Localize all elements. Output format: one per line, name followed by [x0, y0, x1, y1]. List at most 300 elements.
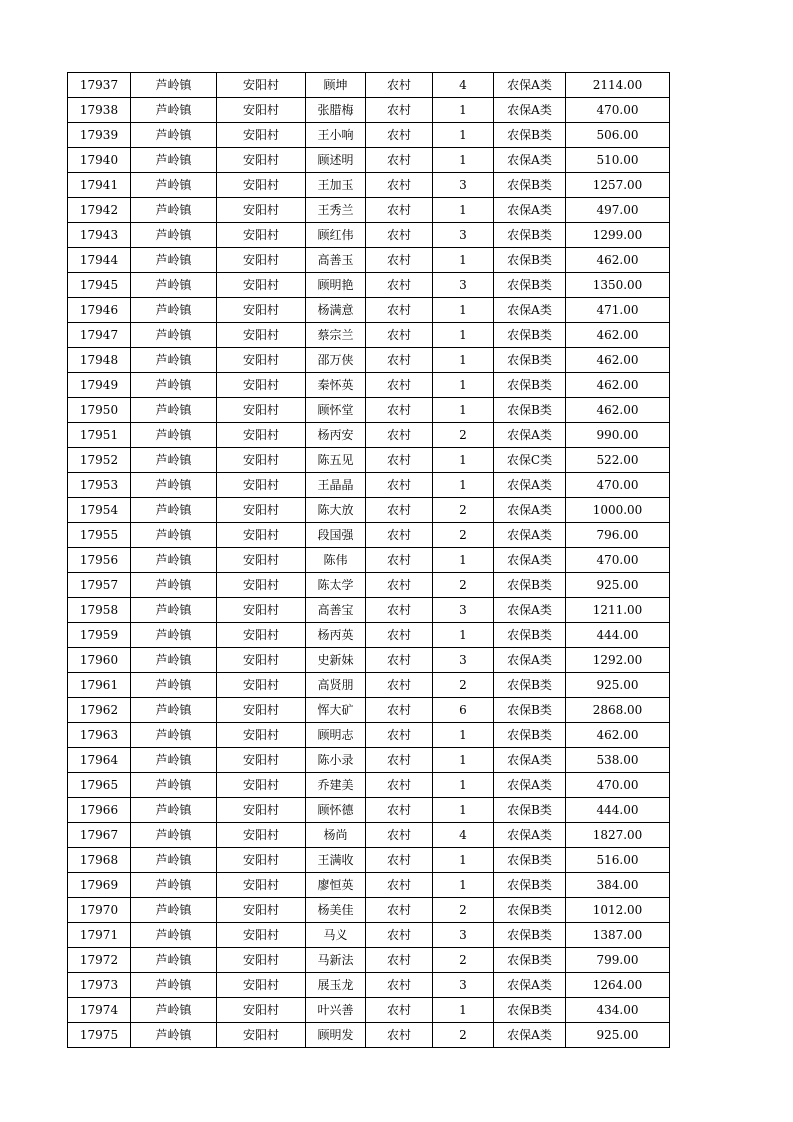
- town-cell: 芦岭镇: [131, 323, 217, 348]
- table-row: [68, 148, 670, 173]
- record-id-cell: 17937: [68, 73, 131, 98]
- table-row: [68, 823, 670, 848]
- amount-cell: 538.00: [566, 748, 670, 773]
- name-cell: 高贤朋: [306, 673, 366, 698]
- table-row: [68, 98, 670, 123]
- town-cell: 芦岭镇: [131, 623, 217, 648]
- table-row: [68, 348, 670, 373]
- village-cell: 安阳村: [217, 623, 306, 648]
- insurance-type-cell: 农保A类: [494, 773, 566, 798]
- insurance-type-cell: 农保B类: [494, 898, 566, 923]
- insurance-type-cell: 农保B类: [494, 873, 566, 898]
- insurance-type-cell: 农保A类: [494, 98, 566, 123]
- category-cell: 农村: [366, 573, 433, 598]
- record-id-cell: 17960: [68, 648, 131, 673]
- category-cell: 农村: [366, 1023, 433, 1048]
- count-cell: 1: [433, 323, 494, 348]
- insurance-type-cell: 农保B类: [494, 623, 566, 648]
- count-cell: 2: [433, 673, 494, 698]
- count-cell: 3: [433, 173, 494, 198]
- village-cell: 安阳村: [217, 298, 306, 323]
- record-id-cell: 17951: [68, 423, 131, 448]
- town-cell: 芦岭镇: [131, 973, 217, 998]
- amount-cell: 1299.00: [566, 223, 670, 248]
- record-id-cell: 17950: [68, 398, 131, 423]
- village-cell: 安阳村: [217, 198, 306, 223]
- village-cell: 安阳村: [217, 873, 306, 898]
- amount-cell: 1211.00: [566, 598, 670, 623]
- insurance-type-cell: 农保B类: [494, 373, 566, 398]
- amount-cell: 470.00: [566, 773, 670, 798]
- category-cell: 农村: [366, 273, 433, 298]
- village-cell: 安阳村: [217, 323, 306, 348]
- insurance-type-cell: 农保B类: [494, 348, 566, 373]
- name-cell: 陈小录: [306, 748, 366, 773]
- table-row: [68, 298, 670, 323]
- record-id-cell: 17963: [68, 723, 131, 748]
- amount-cell: 1000.00: [566, 498, 670, 523]
- name-cell: 叶兴善: [306, 998, 366, 1023]
- table-row: [68, 898, 670, 923]
- insurance-type-cell: 农保B类: [494, 123, 566, 148]
- name-cell: 顾明发: [306, 1023, 366, 1048]
- amount-cell: 510.00: [566, 148, 670, 173]
- count-cell: 1: [433, 998, 494, 1023]
- category-cell: 农村: [366, 923, 433, 948]
- town-cell: 芦岭镇: [131, 873, 217, 898]
- count-cell: 1: [433, 623, 494, 648]
- count-cell: 2: [433, 498, 494, 523]
- amount-cell: 925.00: [566, 673, 670, 698]
- name-cell: 杨美佳: [306, 898, 366, 923]
- village-cell: 安阳村: [217, 373, 306, 398]
- village-cell: 安阳村: [217, 698, 306, 723]
- record-id-cell: 17949: [68, 373, 131, 398]
- record-id-cell: 17952: [68, 448, 131, 473]
- category-cell: 农村: [366, 148, 433, 173]
- amount-cell: 2868.00: [566, 698, 670, 723]
- name-cell: 蔡宗兰: [306, 323, 366, 348]
- village-cell: 安阳村: [217, 598, 306, 623]
- record-id-cell: 17947: [68, 323, 131, 348]
- name-cell: 秦怀英: [306, 373, 366, 398]
- town-cell: 芦岭镇: [131, 198, 217, 223]
- record-id-cell: 17957: [68, 573, 131, 598]
- category-cell: 农村: [366, 823, 433, 848]
- village-cell: 安阳村: [217, 523, 306, 548]
- category-cell: 农村: [366, 398, 433, 423]
- count-cell: 1: [433, 123, 494, 148]
- village-cell: 安阳村: [217, 798, 306, 823]
- amount-cell: 462.00: [566, 323, 670, 348]
- record-id-cell: 17954: [68, 498, 131, 523]
- town-cell: 芦岭镇: [131, 448, 217, 473]
- village-cell: 安阳村: [217, 848, 306, 873]
- insurance-type-cell: 农保B类: [494, 998, 566, 1023]
- count-cell: 3: [433, 648, 494, 673]
- table-row: [68, 848, 670, 873]
- name-cell: 王小响: [306, 123, 366, 148]
- insurance-type-cell: 农保B类: [494, 723, 566, 748]
- category-cell: 农村: [366, 548, 433, 573]
- village-cell: 安阳村: [217, 748, 306, 773]
- table-row: [68, 748, 670, 773]
- village-cell: 安阳村: [217, 123, 306, 148]
- village-cell: 安阳村: [217, 398, 306, 423]
- insurance-type-cell: 农保B类: [494, 398, 566, 423]
- category-cell: 农村: [366, 373, 433, 398]
- insurance-type-cell: 农保A类: [494, 823, 566, 848]
- amount-cell: 1827.00: [566, 823, 670, 848]
- table-row: [68, 873, 670, 898]
- amount-cell: 462.00: [566, 723, 670, 748]
- name-cell: 杨满意: [306, 298, 366, 323]
- table-body: [68, 73, 670, 1048]
- count-cell: 3: [433, 223, 494, 248]
- count-cell: 2: [433, 948, 494, 973]
- count-cell: 3: [433, 923, 494, 948]
- village-cell: 安阳村: [217, 173, 306, 198]
- category-cell: 农村: [366, 498, 433, 523]
- category-cell: 农村: [366, 348, 433, 373]
- town-cell: 芦岭镇: [131, 423, 217, 448]
- count-cell: 1: [433, 448, 494, 473]
- record-id-cell: 17971: [68, 923, 131, 948]
- town-cell: 芦岭镇: [131, 798, 217, 823]
- amount-cell: 799.00: [566, 948, 670, 973]
- amount-cell: 1350.00: [566, 273, 670, 298]
- town-cell: 芦岭镇: [131, 923, 217, 948]
- name-cell: 顾明志: [306, 723, 366, 748]
- name-cell: 马义: [306, 923, 366, 948]
- table-row: [68, 448, 670, 473]
- amount-cell: 497.00: [566, 198, 670, 223]
- record-id-cell: 17943: [68, 223, 131, 248]
- record-id-cell: 17958: [68, 598, 131, 623]
- village-cell: 安阳村: [217, 723, 306, 748]
- town-cell: 芦岭镇: [131, 148, 217, 173]
- insurance-type-cell: 农保A类: [494, 973, 566, 998]
- name-cell: 陈大放: [306, 498, 366, 523]
- category-cell: 农村: [366, 773, 433, 798]
- record-id-cell: 17959: [68, 623, 131, 648]
- count-cell: 2: [433, 423, 494, 448]
- amount-cell: 2114.00: [566, 73, 670, 98]
- amount-cell: 1387.00: [566, 923, 670, 948]
- category-cell: 农村: [366, 698, 433, 723]
- table-row: [68, 623, 670, 648]
- insurance-type-cell: 农保B类: [494, 848, 566, 873]
- insurance-type-cell: 农保A类: [494, 598, 566, 623]
- name-cell: 顾明艳: [306, 273, 366, 298]
- insurance-type-cell: 农保B类: [494, 223, 566, 248]
- amount-cell: 434.00: [566, 998, 670, 1023]
- count-cell: 1: [433, 798, 494, 823]
- village-cell: 安阳村: [217, 98, 306, 123]
- insurance-type-cell: 农保A类: [494, 73, 566, 98]
- category-cell: 农村: [366, 798, 433, 823]
- amount-cell: 462.00: [566, 398, 670, 423]
- category-cell: 农村: [366, 473, 433, 498]
- insurance-type-cell: 农保A类: [494, 423, 566, 448]
- village-cell: 安阳村: [217, 148, 306, 173]
- category-cell: 农村: [366, 223, 433, 248]
- amount-cell: 990.00: [566, 423, 670, 448]
- village-cell: 安阳村: [217, 223, 306, 248]
- insurance-type-cell: 农保A类: [494, 748, 566, 773]
- record-id-cell: 17969: [68, 873, 131, 898]
- record-id-cell: 17948: [68, 348, 131, 373]
- town-cell: 芦岭镇: [131, 773, 217, 798]
- data-table: [67, 72, 670, 1048]
- count-cell: 2: [433, 1023, 494, 1048]
- insurance-type-cell: 农保A类: [494, 523, 566, 548]
- record-id-cell: 17968: [68, 848, 131, 873]
- count-cell: 1: [433, 748, 494, 773]
- category-cell: 农村: [366, 898, 433, 923]
- insurance-type-cell: 农保A类: [494, 298, 566, 323]
- insurance-type-cell: 农保B类: [494, 698, 566, 723]
- name-cell: 张腊梅: [306, 98, 366, 123]
- name-cell: 顾述明: [306, 148, 366, 173]
- record-id-cell: 17965: [68, 773, 131, 798]
- table-row: [68, 798, 670, 823]
- name-cell: 杨丙英: [306, 623, 366, 648]
- insurance-type-cell: 农保A类: [494, 148, 566, 173]
- insurance-type-cell: 农保B类: [494, 798, 566, 823]
- count-cell: 6: [433, 698, 494, 723]
- insurance-type-cell: 农保A类: [494, 198, 566, 223]
- record-id-cell: 17956: [68, 548, 131, 573]
- name-cell: 高善宝: [306, 598, 366, 623]
- table-row: [68, 573, 670, 598]
- amount-cell: 522.00: [566, 448, 670, 473]
- town-cell: 芦岭镇: [131, 748, 217, 773]
- name-cell: 陈五见: [306, 448, 366, 473]
- town-cell: 芦岭镇: [131, 698, 217, 723]
- insurance-type-cell: 农保C类: [494, 448, 566, 473]
- category-cell: 农村: [366, 723, 433, 748]
- table-row: [68, 248, 670, 273]
- amount-cell: 796.00: [566, 523, 670, 548]
- count-cell: 1: [433, 298, 494, 323]
- table-row: [68, 1023, 670, 1048]
- category-cell: 农村: [366, 173, 433, 198]
- insurance-type-cell: 农保B类: [494, 923, 566, 948]
- category-cell: 农村: [366, 423, 433, 448]
- village-cell: 安阳村: [217, 73, 306, 98]
- village-cell: 安阳村: [217, 673, 306, 698]
- village-cell: 安阳村: [217, 498, 306, 523]
- record-id-cell: 17953: [68, 473, 131, 498]
- amount-cell: 462.00: [566, 348, 670, 373]
- category-cell: 农村: [366, 673, 433, 698]
- record-id-cell: 17938: [68, 98, 131, 123]
- record-id-cell: 17941: [68, 173, 131, 198]
- table-row: [68, 923, 670, 948]
- amount-cell: 506.00: [566, 123, 670, 148]
- town-cell: 芦岭镇: [131, 648, 217, 673]
- village-cell: 安阳村: [217, 648, 306, 673]
- town-cell: 芦岭镇: [131, 848, 217, 873]
- name-cell: 顾怀德: [306, 798, 366, 823]
- village-cell: 安阳村: [217, 998, 306, 1023]
- town-cell: 芦岭镇: [131, 598, 217, 623]
- category-cell: 农村: [366, 598, 433, 623]
- count-cell: 1: [433, 773, 494, 798]
- table-row: [68, 498, 670, 523]
- town-cell: 芦岭镇: [131, 398, 217, 423]
- category-cell: 农村: [366, 98, 433, 123]
- name-cell: 王秀兰: [306, 198, 366, 223]
- category-cell: 农村: [366, 873, 433, 898]
- amount-cell: 470.00: [566, 548, 670, 573]
- amount-cell: 384.00: [566, 873, 670, 898]
- record-id-cell: 17946: [68, 298, 131, 323]
- table-row: [68, 223, 670, 248]
- amount-cell: 1012.00: [566, 898, 670, 923]
- count-cell: 1: [433, 398, 494, 423]
- insurance-type-cell: 农保A类: [494, 648, 566, 673]
- count-cell: 3: [433, 973, 494, 998]
- count-cell: 3: [433, 273, 494, 298]
- insurance-type-cell: 农保B类: [494, 323, 566, 348]
- record-id-cell: 17975: [68, 1023, 131, 1048]
- table-row: [68, 123, 670, 148]
- amount-cell: 470.00: [566, 98, 670, 123]
- village-cell: 安阳村: [217, 473, 306, 498]
- village-cell: 安阳村: [217, 923, 306, 948]
- category-cell: 农村: [366, 948, 433, 973]
- category-cell: 农村: [366, 248, 433, 273]
- town-cell: 芦岭镇: [131, 523, 217, 548]
- town-cell: 芦岭镇: [131, 1023, 217, 1048]
- count-cell: 4: [433, 73, 494, 98]
- table-row: [68, 998, 670, 1023]
- village-cell: 安阳村: [217, 273, 306, 298]
- category-cell: 农村: [366, 73, 433, 98]
- record-id-cell: 17966: [68, 798, 131, 823]
- village-cell: 安阳村: [217, 1023, 306, 1048]
- count-cell: 3: [433, 598, 494, 623]
- record-id-cell: 17940: [68, 148, 131, 173]
- name-cell: 高善玉: [306, 248, 366, 273]
- name-cell: 杨尚: [306, 823, 366, 848]
- amount-cell: 516.00: [566, 848, 670, 873]
- record-id-cell: 17973: [68, 973, 131, 998]
- category-cell: 农村: [366, 523, 433, 548]
- amount-cell: 1257.00: [566, 173, 670, 198]
- village-cell: 安阳村: [217, 948, 306, 973]
- table-row: [68, 773, 670, 798]
- category-cell: 农村: [366, 298, 433, 323]
- name-cell: 杨丙安: [306, 423, 366, 448]
- table-row: [68, 673, 670, 698]
- town-cell: 芦岭镇: [131, 948, 217, 973]
- village-cell: 安阳村: [217, 348, 306, 373]
- count-cell: 1: [433, 373, 494, 398]
- town-cell: 芦岭镇: [131, 473, 217, 498]
- name-cell: 陈太学: [306, 573, 366, 598]
- count-cell: 1: [433, 848, 494, 873]
- record-id-cell: 17942: [68, 198, 131, 223]
- village-cell: 安阳村: [217, 423, 306, 448]
- amount-cell: 1292.00: [566, 648, 670, 673]
- record-id-cell: 17939: [68, 123, 131, 148]
- record-id-cell: 17945: [68, 273, 131, 298]
- count-cell: 1: [433, 98, 494, 123]
- name-cell: 王晶晶: [306, 473, 366, 498]
- count-cell: 1: [433, 148, 494, 173]
- town-cell: 芦岭镇: [131, 123, 217, 148]
- name-cell: 展玉龙: [306, 973, 366, 998]
- town-cell: 芦岭镇: [131, 173, 217, 198]
- town-cell: 芦岭镇: [131, 73, 217, 98]
- village-cell: 安阳村: [217, 448, 306, 473]
- insurance-type-cell: 农保A类: [494, 1023, 566, 1048]
- insurance-type-cell: 农保B类: [494, 673, 566, 698]
- town-cell: 芦岭镇: [131, 673, 217, 698]
- category-cell: 农村: [366, 448, 433, 473]
- category-cell: 农村: [366, 998, 433, 1023]
- village-cell: 安阳村: [217, 773, 306, 798]
- insurance-type-cell: 农保A类: [494, 498, 566, 523]
- town-cell: 芦岭镇: [131, 898, 217, 923]
- insurance-type-cell: 农保A类: [494, 473, 566, 498]
- record-id-cell: 17944: [68, 248, 131, 273]
- town-cell: 芦岭镇: [131, 823, 217, 848]
- amount-cell: 470.00: [566, 473, 670, 498]
- table-row: [68, 373, 670, 398]
- table-row: [68, 723, 670, 748]
- table-row: [68, 973, 670, 998]
- village-cell: 安阳村: [217, 973, 306, 998]
- count-cell: 1: [433, 248, 494, 273]
- amount-cell: 925.00: [566, 573, 670, 598]
- name-cell: 廖恒英: [306, 873, 366, 898]
- amount-cell: 1264.00: [566, 973, 670, 998]
- insurance-type-cell: 农保B类: [494, 248, 566, 273]
- town-cell: 芦岭镇: [131, 273, 217, 298]
- table-row: [68, 948, 670, 973]
- insurance-type-cell: 农保B类: [494, 948, 566, 973]
- count-cell: 1: [433, 548, 494, 573]
- record-id-cell: 17972: [68, 948, 131, 973]
- record-id-cell: 17970: [68, 898, 131, 923]
- category-cell: 农村: [366, 323, 433, 348]
- name-cell: 段国强: [306, 523, 366, 548]
- table-row: [68, 323, 670, 348]
- town-cell: 芦岭镇: [131, 498, 217, 523]
- record-id-cell: 17962: [68, 698, 131, 723]
- town-cell: 芦岭镇: [131, 348, 217, 373]
- record-id-cell: 17974: [68, 998, 131, 1023]
- insurance-type-cell: 农保B类: [494, 573, 566, 598]
- record-id-cell: 17967: [68, 823, 131, 848]
- category-cell: 农村: [366, 123, 433, 148]
- record-id-cell: 17961: [68, 673, 131, 698]
- table-row: [68, 198, 670, 223]
- category-cell: 农村: [366, 848, 433, 873]
- name-cell: 恽大矿: [306, 698, 366, 723]
- town-cell: 芦岭镇: [131, 298, 217, 323]
- amount-cell: 444.00: [566, 623, 670, 648]
- town-cell: 芦岭镇: [131, 998, 217, 1023]
- name-cell: 顾红伟: [306, 223, 366, 248]
- table-row: [68, 598, 670, 623]
- name-cell: 邵万侠: [306, 348, 366, 373]
- table-row: [68, 473, 670, 498]
